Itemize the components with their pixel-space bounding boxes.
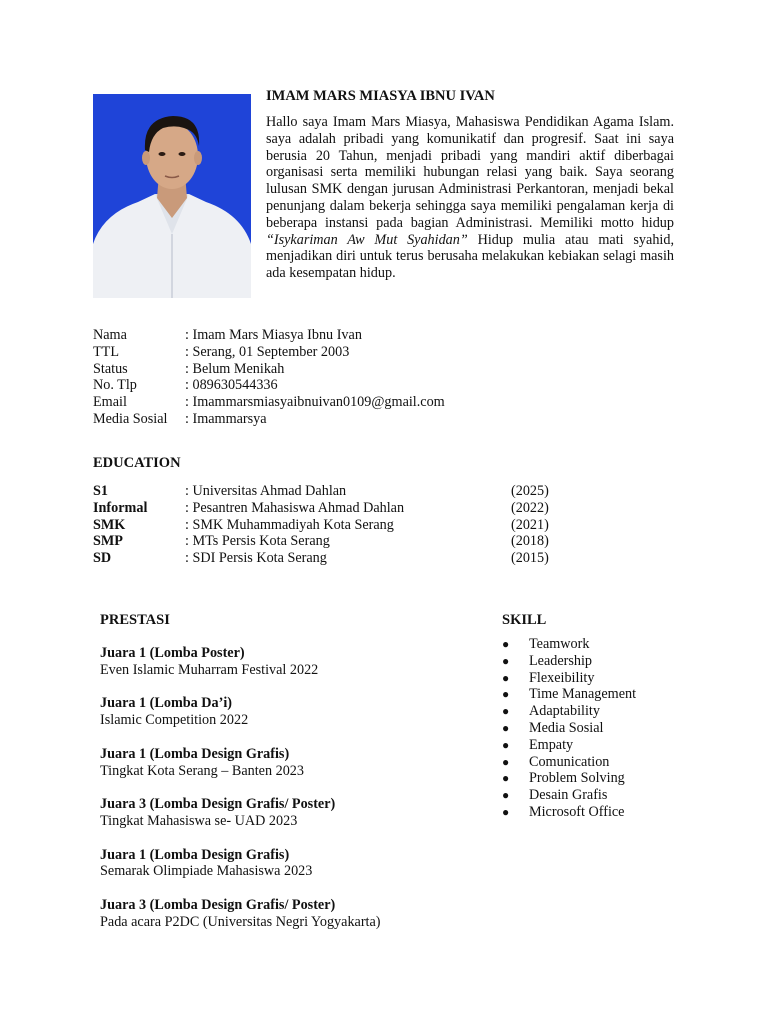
skill-item (502, 703, 636, 720)
edu-school: : MTs Persis Kota Serang (185, 533, 330, 550)
bullet-icon: ● (502, 670, 510, 685)
info-key: Status (93, 360, 128, 377)
skill-heading: SKILL (502, 612, 547, 628)
skill-label: Desain Grafis (529, 787, 608, 804)
info-key: Email (93, 394, 127, 411)
bullet-icon: ● (502, 804, 510, 819)
skill-label: Problem Solving (529, 770, 625, 787)
profile-photo (93, 94, 251, 298)
skill-label: Empaty (529, 736, 574, 753)
award-title: Juara 1 (Lomba Design Grafis) (100, 846, 290, 863)
info-row-social (93, 411, 445, 428)
skill-list (502, 636, 636, 821)
edu-year: (2025) (511, 483, 549, 499)
skill-label: Leadership (529, 652, 593, 669)
edu-school: : SDI Persis Kota Serang (185, 550, 327, 567)
edu-school: : SMK Muhammadiyah Kota Serang (185, 516, 394, 533)
info-key: Media Sosial (93, 410, 168, 427)
person-portrait-icon (93, 94, 251, 298)
prestasi-heading: PRESTASI (100, 612, 170, 628)
skill-item (502, 720, 636, 737)
info-row-ttl (93, 344, 445, 361)
info-value: : 089630544336 (185, 377, 278, 394)
edu-school: : Universitas Ahmad Dahlan (185, 483, 347, 499)
award-event: Tingkat Kota Serang – Banten 2023 (100, 762, 304, 779)
skill-item (502, 636, 636, 653)
personal-info (93, 327, 445, 428)
skill-label: Time Management (529, 686, 637, 703)
edu-level: SMP (93, 533, 123, 550)
bullet-icon: ● (502, 771, 510, 786)
award-item (100, 746, 480, 780)
bullet-icon: ● (502, 788, 510, 803)
bio-text-part1: Hallo saya Imam Mars Miasya, Mahasiswa Pendidikan Agama Islam. saya adalah pribadi yang komunikatif dan progresif. Saat ini saya berusia 20 Tahun, menjadi pribadi yang mandiri aktif diberbagai organisasi serta memiliki hubungan relasi yang baik. Saya seorang lulusan SMK dengan jurusan Administrasi Perkantoran, menjadi bekal penunjang dalam bekerja sehingga saya memiliki pengalaman kerja di beberapa instansi pada bagian Administrasi. Memiliki motto hidup (266, 114, 674, 231)
education-list (93, 483, 563, 567)
skill-label: Flexeibility (529, 669, 595, 686)
edu-level: S1 (93, 483, 108, 499)
skill-item (502, 754, 636, 771)
prestasi-list (100, 645, 480, 947)
bio-motto: “Isykariman Aw Mut Syahidan” (266, 231, 468, 248)
skill-label: Teamwork (529, 636, 590, 652)
award-title: Juara 3 (Lomba Design Grafis/ Poster) (100, 896, 336, 913)
bullet-icon: ● (502, 737, 510, 752)
candidate-name: IMAM MARS MIASYA IBNU IVAN (266, 88, 495, 104)
edu-year: (2018) (511, 533, 549, 550)
bio-text-part2: Hidup mulia atau mati syahid, menjadikan diri untuk terus berusaha melakukan kebiakan selagi masih ada kesempatan hidup. (266, 231, 674, 282)
education-row (93, 517, 563, 534)
award-item (100, 897, 480, 931)
info-value: : Belum Menikah (185, 360, 285, 377)
info-key: Nama (93, 327, 127, 343)
skill-label: Media Sosial (529, 719, 604, 736)
bullet-icon: ● (502, 653, 510, 668)
education-row (93, 483, 563, 500)
skill-item (502, 670, 636, 687)
award-event: Tingkat Mahasiswa se- UAD 2023 (100, 812, 298, 829)
award-event: Islamic Competition 2022 (100, 712, 249, 729)
info-value: : Imammarsya (185, 410, 267, 427)
bullet-icon: ● (502, 687, 510, 702)
award-event: Semarak Olimpiade Mahasiswa 2023 (100, 863, 313, 880)
info-value: : Imammarsmiasyaibnuivan0109@gmail.com (185, 394, 445, 411)
info-value: : Imam Mars Miasya Ibnu Ivan (185, 327, 362, 343)
education-row (93, 533, 563, 550)
award-title: Juara 1 (Lomba Da’i) (100, 695, 233, 712)
award-item (100, 847, 480, 881)
award-event: Pada acara P2DC (Universitas Negri Yogyakarta) (100, 913, 381, 930)
education-row (93, 500, 563, 517)
info-key: No. Tlp (93, 377, 137, 394)
edu-year: (2021) (511, 516, 549, 533)
skill-item (502, 653, 636, 670)
info-value: : Serang, 01 September 2003 (185, 343, 350, 360)
award-item (100, 645, 480, 679)
award-item (100, 695, 480, 729)
award-event: Even Islamic Muharram Festival 2022 (100, 661, 319, 678)
bullet-icon: ● (502, 637, 510, 651)
skill-label: Adaptability (529, 703, 600, 720)
edu-level: SMK (93, 516, 126, 533)
education-heading: EDUCATION (93, 455, 181, 471)
award-item (100, 796, 480, 830)
info-key: TTL (93, 343, 119, 360)
skill-item (502, 770, 636, 787)
skill-label: Microsoft Office (529, 803, 625, 820)
skill-item (502, 804, 636, 821)
skill-label: Comunication (529, 753, 610, 770)
skill-item (502, 686, 636, 703)
info-row-nama (93, 327, 445, 344)
edu-year: (2022) (511, 499, 549, 516)
edu-level: SD (93, 550, 112, 567)
bio-paragraph (266, 114, 674, 282)
skill-item (502, 737, 636, 754)
info-row-phone (93, 377, 445, 394)
award-title: Juara 1 (Lomba Poster) (100, 645, 245, 661)
education-row (93, 550, 563, 567)
edu-school: : Pesantren Mahasiswa Ahmad Dahlan (185, 499, 405, 516)
bullet-icon: ● (502, 704, 510, 719)
edu-level: Informal (93, 499, 148, 516)
bullet-icon: ● (502, 754, 510, 769)
info-row-email (93, 394, 445, 411)
info-row-status (93, 361, 445, 378)
award-title: Juara 1 (Lomba Design Grafis) (100, 745, 290, 762)
award-title: Juara 3 (Lomba Design Grafis/ Poster) (100, 796, 336, 813)
edu-year: (2015) (511, 550, 549, 567)
bullet-icon: ● (502, 720, 510, 735)
skill-item (502, 787, 636, 804)
